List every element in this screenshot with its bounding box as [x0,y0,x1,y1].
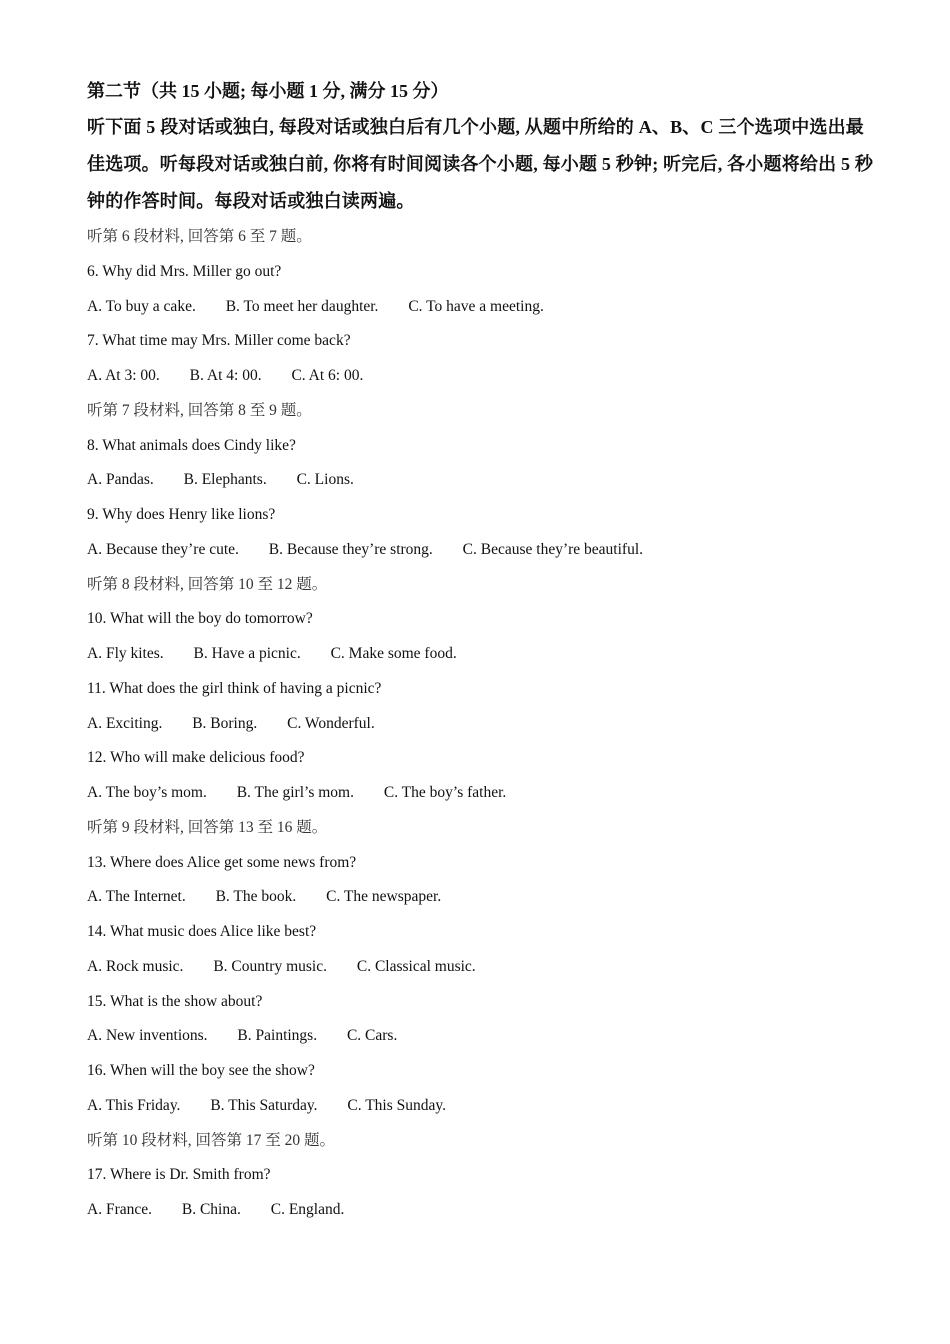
question-text: 6. Why did Mrs. Miller go out? [87,262,282,280]
option-row [87,533,877,568]
option-a: A. This Friday. [87,1096,181,1114]
option-a: A. The boy’s mom. [87,784,207,801]
option-a: A. Pandas. [87,471,154,489]
question-text: 13. Where does Alice get some news from? [87,853,357,871]
option-c: C. At 6: 00. [291,367,364,384]
question-list [87,220,877,1228]
option-a: A. Because they’re cute. [87,540,239,558]
question-text: 16. When will the boy see the show? [87,1062,315,1079]
question-text: 8. What animals does Cindy like? [87,436,296,454]
option-b: B. China. [181,1201,241,1218]
option-row [87,359,877,394]
option-a: A. Fly kites. [87,645,164,662]
exam-page [87,76,877,1228]
option-a: A. The Internet. [87,888,186,906]
question-text: 9. Why does Henry like lions? [87,506,276,523]
option-row [87,1193,877,1228]
group-header: 听第 10 段材料, 回答第 17 至 20 题。 [87,1131,336,1149]
option-c: C. England. [270,1201,345,1218]
option-row [87,1089,877,1124]
option-c: C. Because they’re beautiful. [462,540,644,558]
question-text: 17. Where is Dr. Smith from? [87,1166,271,1184]
option-c: C. This Sunday. [347,1096,447,1114]
question-text: 7. What time may Mrs. Miller come back? [87,332,351,350]
option-row [87,776,877,811]
option-b: B. Have a picnic. [193,645,301,662]
option-b: B. Country music. [213,957,327,975]
option-row [87,1019,877,1054]
option-b: B. The book. [215,888,297,906]
question-text: 14. What music does Alice like best? [87,923,317,940]
group-header: 听第 6 段材料, 回答第 6 至 7 题。 [87,228,312,245]
option-c: C. Make some food. [330,645,457,662]
option-b: B. To meet her daughter. [225,297,379,315]
option-row [87,880,877,915]
option-b: B. This Saturday. [210,1096,318,1114]
option-a: A. Rock music. [87,957,184,975]
option-b: B. Because they’re strong. [268,540,433,558]
option-a: A. New inventions. [87,1027,208,1045]
option-row [87,637,877,672]
option-row [87,707,877,742]
option-c: C. Lions. [296,471,354,489]
option-a: A. Exciting. [87,714,163,732]
option-a: A. At 3: 00. [87,367,160,384]
option-b: B. The girl’s mom. [236,784,354,801]
option-b: B. Elephants. [183,471,267,489]
section-title: 第二节（共 15 小题; 每小题 1 分, 满分 15 分） [87,81,449,101]
option-b: B. At 4: 00. [189,367,262,384]
option-row [87,290,877,325]
option-a: A. France. [87,1201,152,1218]
option-row [87,950,877,985]
group-header: 听第 7 段材料, 回答第 8 至 9 题。 [87,401,312,419]
question-text: 11. What does the girl think of having a picnic? [87,679,382,697]
option-row [87,463,877,498]
option-c: C. The boy’s father. [383,784,507,801]
option-a: A. To buy a cake. [87,297,196,315]
question-text: 15. What is the show about? [87,992,263,1010]
group-header: 听第 8 段材料, 回答第 10 至 12 题。 [87,575,328,593]
group-header: 听第 9 段材料, 回答第 13 至 16 题。 [87,818,328,836]
question-text: 10. What will the boy do tomorrow? [87,610,313,628]
option-c: C. Classical music. [356,957,476,975]
question-text: 12. Who will make delicious food? [87,749,305,767]
section-instructions: 听下面 5 段对话或独白, 每段对话或独白后有几个小题, 从题中所给的 A、B、C 三个选项中选出最佳选项。听每段对话或独白前, 你将有时间阅读各个小题, 每小题 5 秒钟; 听完后, 各小题将给出 5 秒钟的作答时间。每段对话或独白读两遍。 [87,117,874,211]
option-c: C. Cars. [346,1027,398,1045]
option-b: B. Paintings. [237,1027,318,1045]
option-c: C. Wonderful. [287,714,375,732]
option-c: C. To have a meeting. [408,297,544,315]
option-c: C. The newspaper. [326,888,442,906]
option-b: B. Boring. [192,714,258,732]
